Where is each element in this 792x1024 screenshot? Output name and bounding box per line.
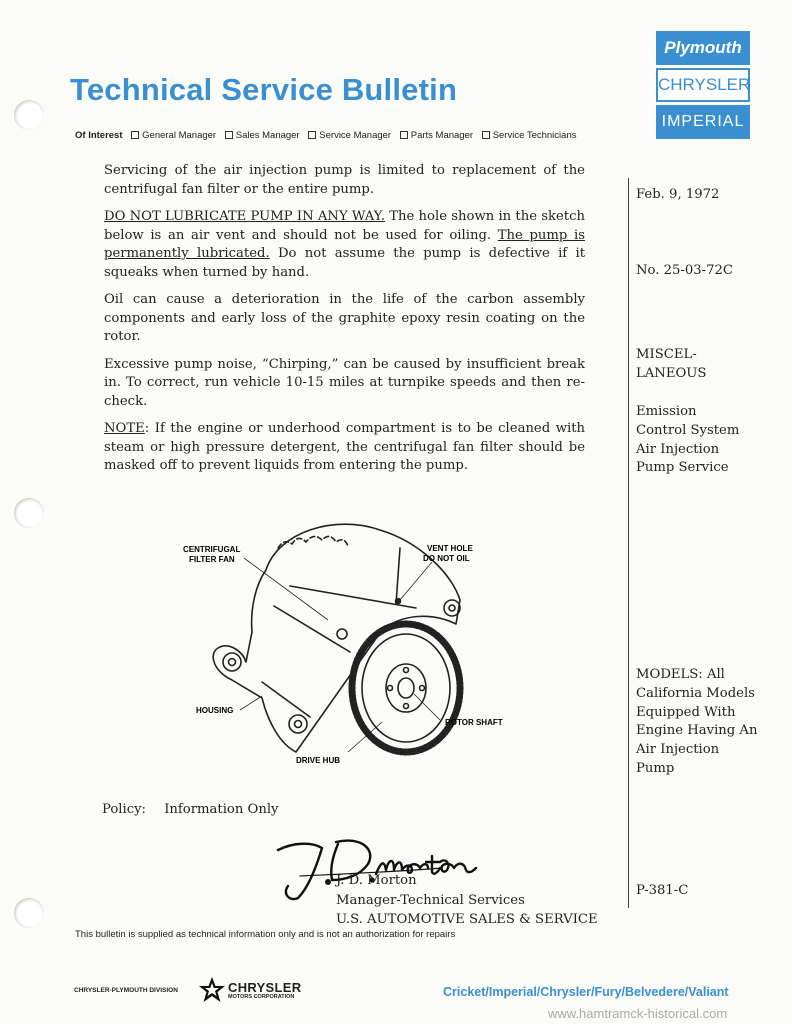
bulletin-models: MODELS: All California Models Equipped With Engine Having An Air Injection Pump (636, 667, 758, 776)
chrysler-logo: CHRYSLER (656, 68, 750, 102)
footer-model-list: Cricket/Imperial/Chrysler/Fury/Belvedere/Valiant (443, 985, 729, 999)
imperial-logo: IMPERIAL (656, 105, 750, 139)
label-centrifugal-filter-fan-1: CENTRIFUGAL (183, 545, 241, 554)
corp-subtitle: MOTORS CORPORATION (228, 994, 295, 1000)
checkbox-icon (400, 131, 408, 139)
recipient-sales-manager[interactable]: Sales Manager (225, 130, 300, 141)
signature-block (336, 871, 598, 930)
hub-bolt (388, 686, 393, 691)
housing-edge (274, 606, 350, 652)
bulletin-category: MISCEL- LANEOUS (636, 347, 707, 381)
label-drive-hub: DRIVE HUB (296, 756, 341, 765)
body-paragraph-3: Oil can cause a deterioration in the life of the carbon assembly components and early loss of the graphite epoxy resin coating on the rotor. (104, 292, 585, 344)
mount-boss (337, 629, 347, 639)
plymouth-logo: Plymouth (656, 31, 750, 65)
housing-edge (262, 682, 310, 717)
bulletin-body (104, 162, 585, 485)
air-pump-diagram (170, 512, 520, 772)
pentastar-icon (198, 976, 226, 1004)
policy-line (102, 802, 279, 817)
hub-bolt (420, 686, 425, 691)
body-paragraph-2: DO NOT LUBRICATE PUMP IN ANY WAY. The hole shown in the sketch below is an air vent and should not be used for oiling. The pump is permanently lubricated. Do not assume the pump is defective if it squeaks when turned by hand. (104, 209, 585, 280)
footer-disclaimer: This bulletin is supplied as technical information only and is not an authorization for repairs (75, 929, 456, 940)
mount-boss (289, 715, 307, 733)
checkbox-icon (308, 131, 316, 139)
of-interest-row (75, 130, 582, 141)
bulletin-date: Feb. 9, 1972 (636, 187, 720, 202)
lubrication-note: The pump is permanently lubricated. (104, 227, 585, 261)
mount-boss (223, 653, 241, 671)
mount-boss (444, 600, 460, 616)
drive-hub-face (362, 634, 450, 742)
of-interest-label: Of Interest (75, 130, 123, 141)
bulletin-subject: Emission Control System Air Injection Pump Service (636, 404, 740, 476)
punch-hole-top (14, 100, 44, 130)
label-vent-hole-2: DO NOT OIL (423, 554, 470, 563)
rotor-shaft-icon (398, 678, 414, 698)
mount-boss (295, 721, 302, 728)
chrysler-corporation-logo (228, 981, 301, 1000)
label-housing: HOUSING (196, 706, 234, 715)
recipient-general-manager[interactable]: General Manager (131, 130, 216, 141)
hub-bolt (404, 668, 409, 673)
signer-organization: U.S. AUTOMOTIVE SALES & SERVICE (336, 912, 598, 927)
mount-boss (449, 605, 455, 611)
bulletin-number: No. 25-03-72C (636, 263, 733, 278)
signature-script-text: J. D.Morton (272, 903, 307, 908)
body-paragraph-5: NOTE: If the engine or underhood compartment is to be cleaned with steam or high pressure detergent, the centrifugal fan filter should be masked off to prevent liquids from entering the pump. (104, 421, 585, 473)
vent-hole-icon (396, 599, 401, 604)
checkbox-icon (225, 131, 233, 139)
label-rotor-shaft: ROTOR SHAFT (445, 718, 503, 727)
recipient-parts-manager[interactable]: Parts Manager (400, 130, 473, 141)
policy-value: Information Only (164, 802, 279, 817)
punch-hole-middle (14, 498, 44, 528)
bulletin-title: Technical Service Bulletin (70, 72, 458, 107)
corp-name: CHRYSLER (228, 980, 302, 995)
label-vent-hole-1: VENT HOLE (427, 544, 473, 553)
checkbox-icon (131, 131, 139, 139)
note-label: NOTE (104, 421, 145, 436)
drive-hub-flange (352, 624, 460, 752)
division-name: CHRYSLER-PLYMOUTH DIVISION (74, 987, 178, 994)
housing-edge (396, 548, 400, 604)
checkbox-icon (482, 131, 490, 139)
label-centrifugal-filter-fan-2: FILTER FAN (189, 555, 235, 564)
lubrication-warning: DO NOT LUBRICATE PUMP IN ANY WAY. (104, 209, 385, 224)
recipient-service-manager[interactable]: Service Manager (308, 130, 391, 141)
filter-fan-bumps (278, 536, 348, 548)
body-paragraph-4: Excessive pump noise, “Chirping,” can be caused by insufficient break in. To correct, run vehicle 10-15 miles at turnpike speeds and then re-check. (104, 356, 585, 409)
signer-title: Manager-Technical Services (336, 892, 525, 908)
recipient-service-technicians[interactable]: Service Technicians (482, 130, 577, 141)
hub-bolt (404, 704, 409, 709)
punch-hole-bottom (14, 898, 44, 928)
mount-boss (229, 659, 236, 666)
policy-label: Policy: (102, 802, 146, 817)
form-code: P-381-C (636, 883, 689, 898)
site-watermark: www.hamtramck-historical.com (548, 1006, 728, 1021)
signer-name: J. D. Morton (336, 873, 417, 888)
sidebar-divider (628, 178, 629, 908)
body-paragraph-1: Servicing of the air injection pump is limited to replacement of the centrifugal fan filter or the entire pump. (104, 163, 585, 197)
